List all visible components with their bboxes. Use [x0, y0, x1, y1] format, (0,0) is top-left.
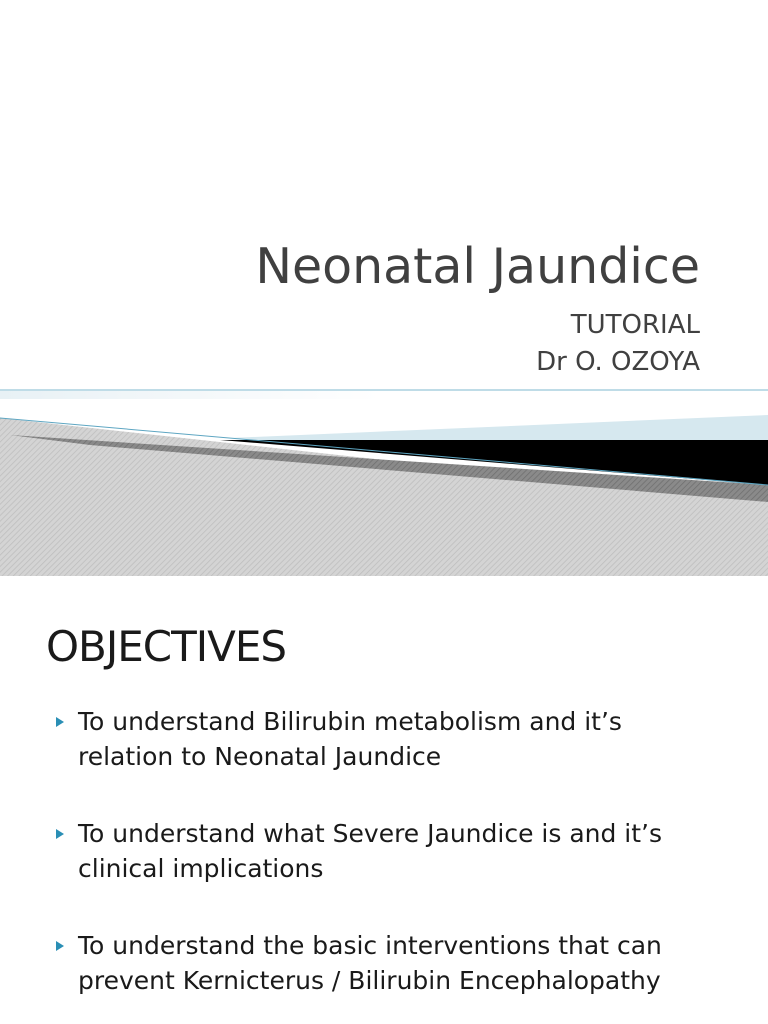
objectives-list: [56, 704, 716, 1024]
objective-text: To understand the basic interventions that can prevent Kernicterus / Bilirubin Encephalopathy: [78, 931, 662, 995]
objective-text: To understand Bilirubin metabolism and it’s relation to Neonatal Jaundice: [78, 707, 622, 771]
objective-text: To understand what Severe Jaundice is and it’s clinical implications: [78, 819, 663, 883]
objective-item: [56, 704, 716, 774]
objective-item: [56, 928, 716, 998]
objectives-slide: [0, 576, 768, 1024]
slide-title: Neonatal Jaundice: [255, 238, 700, 295]
triangle-bullet-icon: [56, 829, 64, 839]
slide-subtitle-tutorial: TUTORIAL: [570, 310, 700, 340]
objectives-heading: OBJECTIVES: [46, 622, 287, 671]
objective-item: [56, 816, 716, 886]
triangle-bullet-icon: [56, 941, 64, 951]
decorative-band: [0, 385, 768, 576]
triangle-bullet-icon: [56, 717, 64, 727]
band-fade-strip: [0, 391, 380, 399]
slide-subtitle-author: Dr O. OZOYA: [536, 347, 700, 377]
